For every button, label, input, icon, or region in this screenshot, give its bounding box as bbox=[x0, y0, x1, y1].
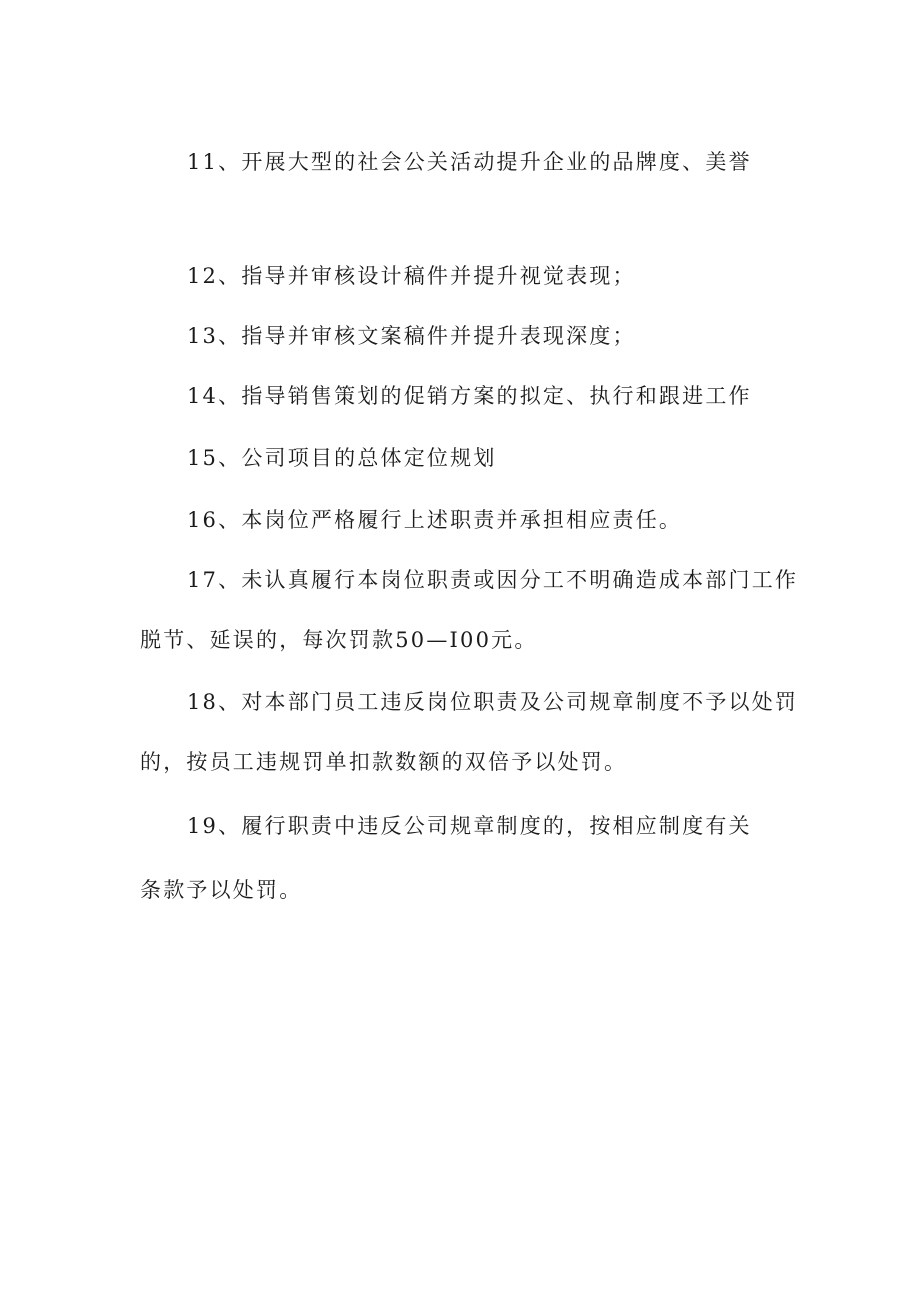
item-17-line-2: 脱节、延误的，每次罚款50—I00元。 bbox=[140, 628, 538, 652]
item-18-line-2: 的，按员工违规罚单扣款数额的双倍予以处罚。 bbox=[140, 750, 628, 774]
item-11: 11、开展大型的社会公关活动提升企业的品牌度、美誉 bbox=[187, 150, 752, 174]
item-17-line-1: 17、未认真履行本岗位职责或因分工不明确造成本部门工作 bbox=[187, 568, 799, 592]
item-13: 13、指导并审核文案稿件并提升表现深度； bbox=[187, 324, 636, 348]
item-18-line-1: 18、对本部门员工违反岗位职责及公司规章制度不予以处罚 bbox=[187, 690, 799, 714]
item-19-line-2: 条款予以处罚。 bbox=[140, 878, 303, 902]
item-12: 12、指导并审核设计稿件并提升视觉表现； bbox=[187, 264, 636, 288]
item-19-line-1: 19、履行职责中违反公司规章制度的，按相应制度有关 bbox=[187, 814, 752, 838]
item-14: 14、指导销售策划的促销方案的拟定、执行和跟进工作 bbox=[187, 384, 752, 408]
item-15: 15、公司项目的总体定位规划 bbox=[187, 446, 497, 470]
item-16: 16、本岗位严格履行上述职责并承担相应责任。 bbox=[187, 508, 683, 532]
